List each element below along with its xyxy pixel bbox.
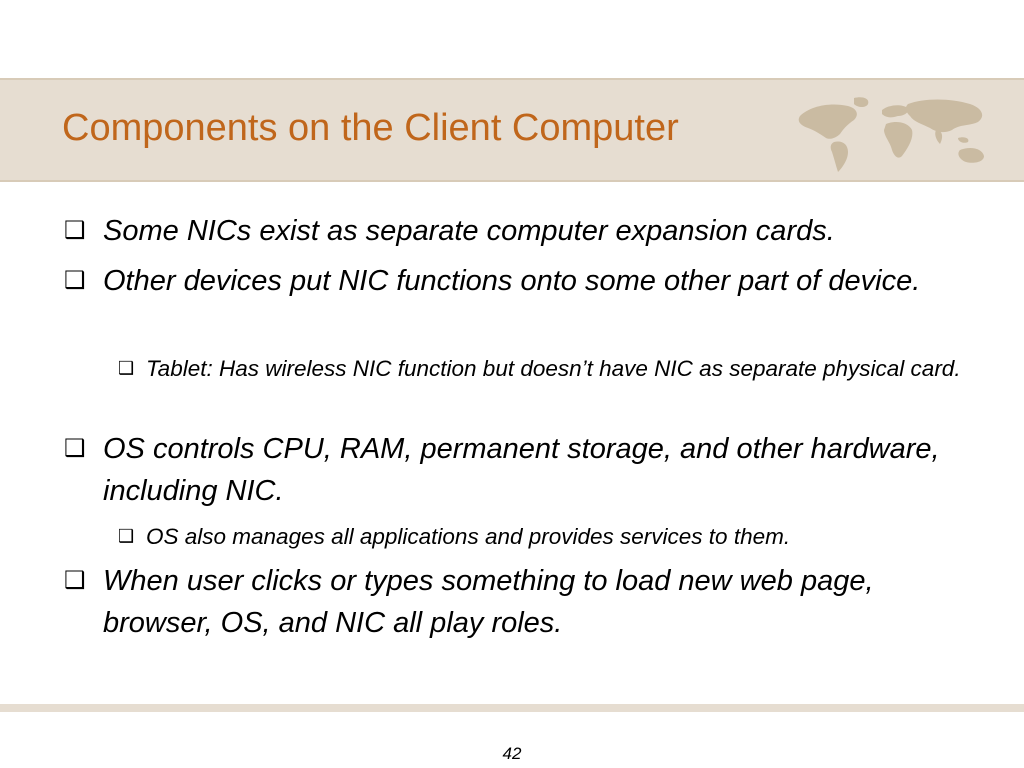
sub-bullet-item — [118, 352, 978, 385]
bullet-item — [64, 428, 964, 512]
page-number: 42 — [502, 744, 522, 763]
sub-bullet-text: Tablet: Has wireless NIC function but doesn’t have NIC as separate physical card. — [146, 356, 961, 381]
bullet-item — [64, 210, 964, 252]
checkbox-bullet-icon: ❑ — [64, 217, 86, 244]
bullet-text: When user clicks or types something to load new web page, browser, OS, and NIC all play roles. — [103, 565, 874, 639]
bullet-text: OS controls CPU, RAM, permanent storage, and other hardware, including NIC. — [103, 433, 940, 507]
checkbox-bullet-icon: ❑ — [118, 526, 135, 546]
slide-title: Components on the Client Computer — [62, 107, 679, 149]
checkbox-bullet-icon: ❑ — [64, 435, 86, 462]
bullet-item — [64, 560, 964, 644]
world-map-icon — [790, 94, 1000, 174]
footer-rule — [0, 704, 1024, 712]
checkbox-bullet-icon: ❑ — [64, 267, 86, 294]
bullet-text: Some NICs exist as separate computer expansion cards. — [103, 215, 835, 247]
bullet-text: Other devices put NIC functions onto some other part of device. — [103, 265, 921, 297]
checkbox-bullet-icon: ❑ — [118, 358, 135, 378]
checkbox-bullet-icon: ❑ — [64, 567, 86, 594]
sub-bullet-item — [118, 520, 978, 553]
sub-bullet-text: OS also manages all applications and provides services to them. — [146, 524, 791, 549]
bullet-item — [64, 260, 964, 302]
